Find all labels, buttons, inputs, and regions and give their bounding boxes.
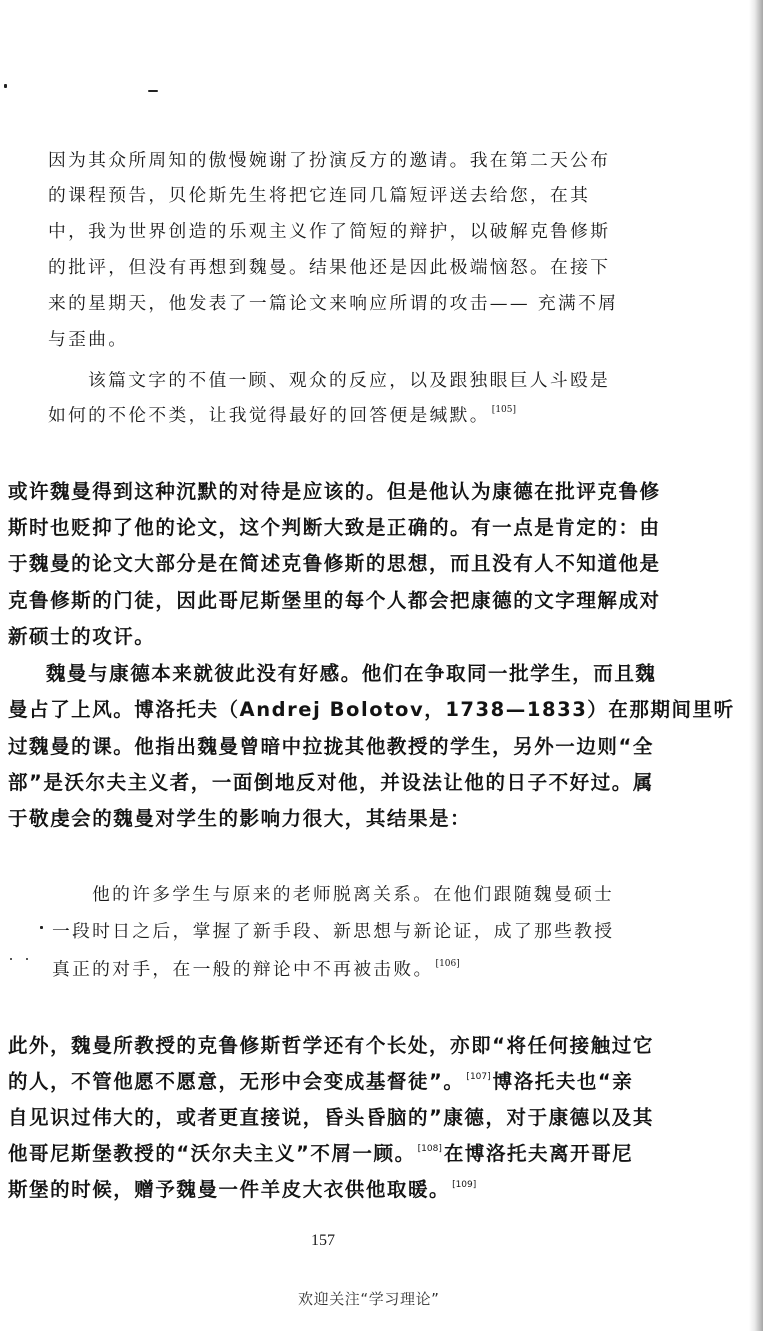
body-line: 于魏曼的论文大部分是在简述克鲁修斯的思想，而且没有人不知道他是 [8, 552, 661, 575]
body-line: 过魏曼的课。他指出魏曼曾暗中拉拢其他教授的学生，另外一边则“全 [8, 735, 654, 758]
quote-line [52, 956, 462, 981]
body-line: 曼占了上风。博洛托夫（Andrej Bolotov，1738—1833）在那期间里听 [8, 698, 735, 721]
footnote-marker: [105] [491, 405, 517, 415]
footnote-number: 107 [469, 1072, 488, 1082]
quote-line: 来的星期天，他发表了一篇论文来响应所谓的攻击—— 充满不屑 [48, 293, 619, 314]
scan-speck [10, 958, 12, 960]
page-number: 157 [311, 1232, 335, 1249]
body-text: 在博洛托夫离开哥尼 [443, 1142, 634, 1165]
quote-line: 的课程预告，贝伦斯先生将把它连同几篇短评送去给您，在其 [48, 185, 591, 206]
scan-shadow-edge [749, 0, 763, 1331]
quote-line: 一段时日之后，掌握了新手段、新思想与新论证，成了那些教授 [52, 921, 615, 942]
body-line: 此外，魏曼所教授的克鲁修斯哲学还有个长处，亦即“将任何接触过它 [8, 1034, 654, 1057]
footnote-marker: [108] [417, 1144, 442, 1154]
body-line: 克鲁修斯的门徒，因此哥尼斯堡里的每个人都会把康德的文字理解成对 [8, 589, 661, 612]
body-line: 或许魏曼得到这种沉默的对待是应该的。但是他认为康德在批评克鲁修 [8, 480, 661, 503]
footnote-marker: [106] [435, 959, 460, 969]
scan-speck [148, 90, 158, 92]
scan-speck [4, 84, 7, 88]
quote-line: 与歪曲。 [48, 329, 129, 350]
scan-speck [26, 958, 28, 960]
body-line: 魏曼与康德本来就彼此没有好感。他们在争取同一批学生，而且魏 [46, 662, 657, 685]
quote-text: 真正的对手，在一般的辩论中不再被击败。 [52, 959, 434, 980]
body-line: 自见识过伟大的，或者更直接说，昏头昏脑的”康德，对于康德以及其 [8, 1106, 654, 1129]
footnote-number: 108 [421, 1144, 439, 1154]
scan-speck [40, 926, 43, 929]
body-line: 部”是沃尔夫主义者，一面倒地反对他，并设法让他的日子不好过。属 [8, 771, 654, 794]
quote-text: 如何的不伦不类，让我觉得最好的回答便是缄默。 [48, 405, 490, 426]
footnote-marker: [107] [466, 1072, 491, 1082]
body-text: 的人，不管他愿不愿意，无形中会变成基督徒”。 [8, 1070, 465, 1093]
body-line: 于敬虔会的魏曼对学生的影响力很大，其结果是： [8, 807, 472, 830]
body-text: 斯堡的时候，赠予魏曼一件羊皮大衣供他取暖。 [8, 1178, 451, 1201]
quote-line: 因为其众所周知的傲慢婉谢了扮演反方的邀请。我在第二天公布 [48, 150, 611, 171]
quote-line [48, 402, 518, 427]
body-line [8, 1066, 633, 1094]
footnote-marker: [109] [452, 1180, 477, 1190]
body-line: 斯时也贬抑了他的论文，这个判断大致是正确的。有一点是肯定的：由 [8, 516, 661, 539]
quote-line: 他的许多学生与原来的老师脱离关系。在他们跟随魏曼硕士 [92, 884, 615, 905]
body-text: 他哥尼斯堡教授的“沃尔夫主义”不屑一顾。 [8, 1142, 416, 1165]
quote-line: 中，我为世界创造的乐观主义作了简短的辩护，以破解克鲁修斯 [48, 221, 611, 242]
quote-line: 的批评，但没有再想到魏曼。结果他还是因此极端恼怒。在接下 [48, 257, 611, 278]
body-line [8, 1174, 478, 1202]
footnote-number: 106 [439, 959, 457, 969]
quote-line: 该篇文字的不值一顾、观众的反应，以及跟独眼巨人斗殴是 [88, 370, 611, 391]
body-line [8, 1138, 633, 1166]
footnote-number: 109 [455, 1180, 473, 1190]
footnote-number: 105 [495, 405, 513, 415]
footer-caption: 欢迎关注“学习理论” [298, 1290, 440, 1308]
body-text: 博洛托夫也“亲 [492, 1070, 634, 1093]
body-line: 新硕士的攻讦。 [8, 625, 156, 648]
